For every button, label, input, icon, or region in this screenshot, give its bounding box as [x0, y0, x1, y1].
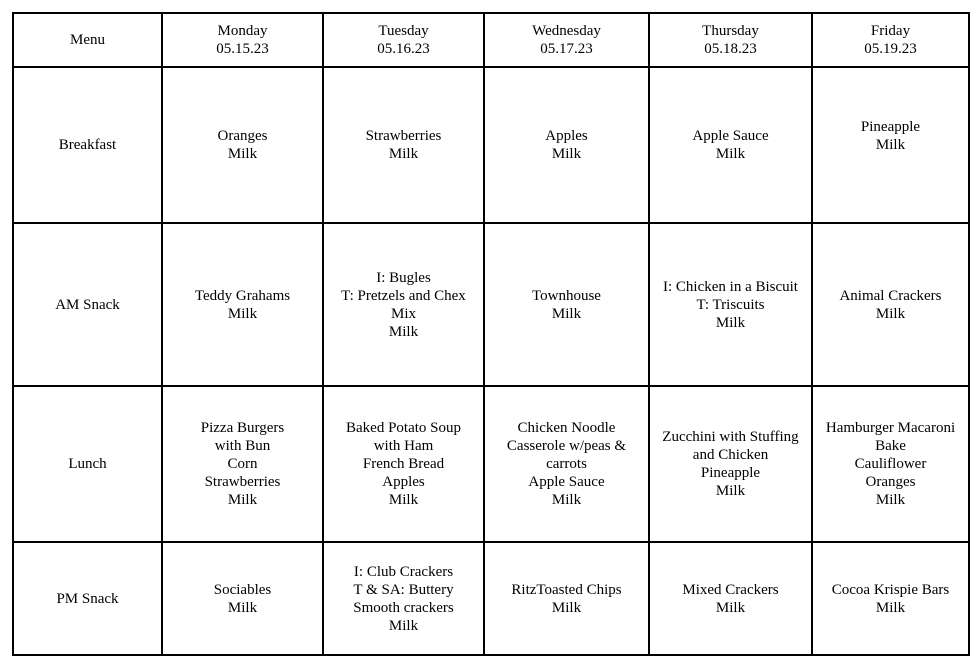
menu-item: Bake — [875, 438, 906, 454]
menu-item: Hamburger Macaroni — [825, 420, 956, 436]
meal-label-cell — [13, 386, 162, 542]
menu-item: T: Pretzels and Chex — [341, 287, 466, 304]
menu-item: carrots — [546, 456, 587, 472]
menu-corner-label: Menu — [70, 32, 105, 48]
menu-item: Milk — [875, 137, 906, 153]
day-date: 05.19.23 — [864, 41, 917, 57]
menu-cell-wednesday — [484, 223, 649, 386]
menu-corner-cell — [13, 13, 162, 67]
meal-row-pm-snack — [13, 542, 969, 655]
day-header-wednesday — [484, 13, 649, 67]
menu-item: Mixed Crackers — [682, 581, 779, 598]
day-name: Wednesday — [532, 23, 601, 39]
menu-cell-thursday — [649, 542, 812, 655]
menu-item: Milk — [227, 146, 258, 162]
menu-item: Milk — [551, 305, 582, 322]
menu-cell-thursday — [649, 67, 812, 223]
menu-cell-wednesday — [484, 67, 649, 223]
menu-item: Apples — [382, 474, 425, 490]
menu-item: Casserole w/peas & — [506, 438, 627, 454]
menu-item: Strawberries — [204, 474, 281, 490]
menu-item: Milk — [551, 599, 582, 616]
menu-item: French Bread — [362, 456, 445, 472]
menu-item: Oranges — [217, 128, 268, 144]
menu-item: Teddy Grahams — [194, 287, 291, 304]
menu-item: Milk — [388, 492, 419, 508]
day-header-friday — [812, 13, 969, 67]
menu-item: Milk — [388, 146, 419, 162]
weekly-menu-table — [12, 12, 970, 656]
menu-item: Milk — [551, 492, 582, 508]
day-date: 05.17.23 — [540, 41, 593, 57]
menu-item: Apples — [545, 128, 588, 144]
menu-cell-monday — [162, 67, 323, 223]
menu-item: Smooth crackers — [353, 599, 454, 616]
menu-item: Strawberries — [365, 128, 442, 144]
menu-item: Apple Sauce — [692, 128, 769, 144]
menu-item: Milk — [875, 599, 906, 616]
menu-item: Pizza Burgers — [200, 420, 285, 436]
meal-label: PM Snack — [56, 590, 119, 607]
menu-item: Mix — [390, 305, 416, 322]
day-date: 05.16.23 — [377, 41, 430, 57]
day-header-monday — [162, 13, 323, 67]
menu-item: Chicken Noodle — [517, 420, 616, 436]
menu-cell-wednesday — [484, 542, 649, 655]
menu-item: and Chicken — [692, 447, 769, 463]
menu-item: Milk — [715, 314, 746, 331]
menu-cell-monday — [162, 542, 323, 655]
menu-item: Milk — [227, 305, 258, 322]
day-name: Friday — [870, 23, 911, 39]
menu-item: I: Chicken in a Biscuit — [663, 278, 798, 295]
menu-item: Sociables — [213, 581, 272, 598]
menu-item: Corn — [227, 456, 258, 472]
menu-item: Apple Sauce — [528, 474, 605, 490]
menu-item: T & SA: Buttery — [353, 581, 454, 598]
menu-item: Animal Crackers — [839, 287, 942, 304]
day-name: Tuesday — [378, 23, 429, 39]
header-row — [13, 13, 969, 67]
menu-item: Townhouse — [532, 287, 601, 304]
menu-cell-tuesday — [323, 542, 484, 655]
meal-label: Breakfast — [58, 137, 117, 153]
menu-item: Milk — [715, 599, 746, 616]
menu-item: Milk — [875, 305, 906, 322]
day-date: 05.18.23 — [704, 41, 757, 57]
menu-cell-wednesday — [484, 386, 649, 542]
menu-item: Milk — [388, 323, 419, 340]
menu-item: Pineapple — [700, 465, 761, 481]
menu-cell-tuesday — [323, 386, 484, 542]
menu-item: Milk — [227, 492, 258, 508]
menu-item: Milk — [551, 146, 582, 162]
menu-item: with Bun — [214, 438, 271, 454]
menu-item: Milk — [875, 492, 906, 508]
menu-cell-tuesday — [323, 223, 484, 386]
menu-cell-thursday — [649, 223, 812, 386]
menu-item: Milk — [715, 146, 746, 162]
menu-item: I: Bugles — [376, 269, 431, 286]
meal-row-breakfast — [13, 67, 969, 223]
meal-label: AM Snack — [55, 296, 120, 313]
menu-cell-thursday — [649, 386, 812, 542]
meal-row-lunch — [13, 386, 969, 542]
meal-label: Lunch — [68, 456, 107, 472]
day-header-thursday — [649, 13, 812, 67]
day-name: Monday — [217, 23, 268, 39]
menu-cell-friday — [812, 223, 969, 386]
menu-item: RitzToasted Chips — [511, 581, 622, 598]
menu-item: Oranges — [865, 474, 916, 490]
meal-label-cell — [13, 542, 162, 655]
menu-item: Milk — [388, 617, 419, 634]
day-date: 05.15.23 — [216, 41, 269, 57]
menu-item: Cocoa Krispie Bars — [831, 581, 950, 598]
menu-cell-monday — [162, 223, 323, 386]
menu-item: T: Triscuits — [696, 296, 765, 313]
menu-cell-friday — [812, 542, 969, 655]
meal-label-cell — [13, 223, 162, 386]
menu-item: Milk — [227, 599, 258, 616]
menu-item: Cauliflower — [854, 456, 927, 472]
meal-label-cell — [13, 67, 162, 223]
menu-item: with Ham — [373, 438, 434, 454]
menu-cell-monday — [162, 386, 323, 542]
day-name: Thursday — [702, 23, 759, 39]
menu-item: Baked Potato Soup — [346, 420, 461, 436]
meal-row-am-snack — [13, 223, 969, 386]
menu-item: Milk — [715, 483, 746, 499]
menu-cell-friday — [812, 386, 969, 542]
menu-cell-friday — [812, 67, 969, 223]
menu-cell-tuesday — [323, 67, 484, 223]
day-header-tuesday — [323, 13, 484, 67]
menu-item: Pineapple — [860, 119, 921, 135]
menu-item: I: Club Crackers — [353, 563, 454, 580]
menu-item: Zucchini with Stuffing — [662, 429, 799, 445]
